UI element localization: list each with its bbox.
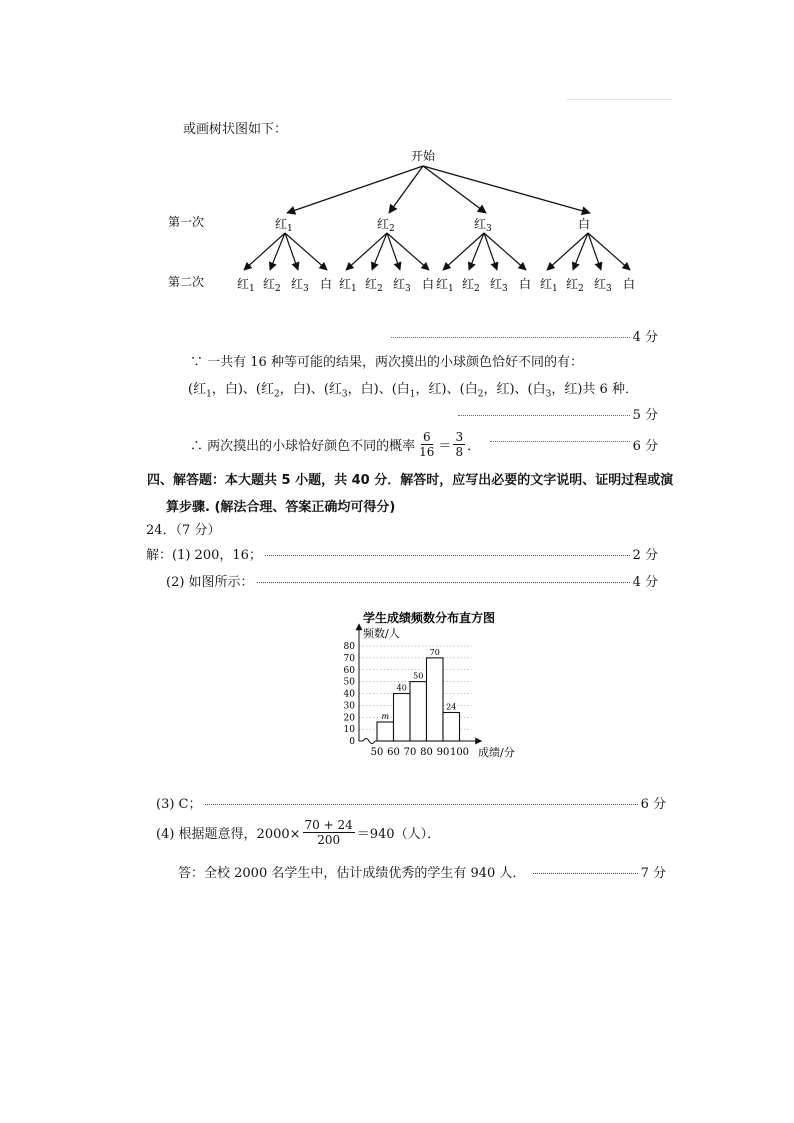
tree-leaf-branch <box>469 233 484 270</box>
chart-bar-label: 24 <box>446 702 457 712</box>
answer-1-line <box>146 544 658 563</box>
answer-3: (3) C； <box>156 797 202 812</box>
dot-leader <box>533 873 637 874</box>
score-line-4a <box>388 326 658 345</box>
chart-bar <box>427 658 444 741</box>
tree-leaf: 红$_3$ <box>393 277 411 294</box>
chart-y-tick-label: 80 <box>343 642 355 652</box>
histogram-chart <box>0 600 794 770</box>
tree-leaf: 红$_3$ <box>291 277 309 294</box>
outcome-item: (白$_2$，红) <box>459 382 515 400</box>
outcome-items: (红$_1$，白)、(红$_2$，白)、(红$_3$，白)、(白$_1$，红)、(白$_2$，红)、(白$_3$，红) <box>188 382 583 400</box>
chart-y-tick-label: 60 <box>343 665 355 676</box>
tree-node-first-2: 红$_2$ <box>377 217 395 234</box>
probability-text: ∴ 两次摸出的小球恰好颜色不同的概率 <box>190 439 416 454</box>
chart-y-tick-label: 20 <box>343 713 355 724</box>
tree-leaf-branch <box>443 233 484 270</box>
answer-5: 答：全校 2000 名学生中，估计成绩优秀的学生有 940 人． <box>178 866 526 881</box>
outcome-tail: 共 6 种． <box>582 382 638 397</box>
outcome-item: (白$_1$，红) <box>391 382 447 400</box>
answer-4-post: ＝940（人）． <box>356 827 441 842</box>
tree-node-first-1: 红$_1$ <box>275 217 293 234</box>
tree-leaf-branch <box>547 233 588 270</box>
chart-bar <box>394 694 411 742</box>
answer-1: 解：(1) 200，16； <box>146 548 262 563</box>
tree-leaf: 红$_1$ <box>540 277 558 294</box>
chart-x-tick-label: 60 <box>387 747 400 758</box>
section-title: 四、解答题：本大题共 5 小题，共 40 分．解答时，应写出必要的文字说明、证明过程或演 <box>147 473 674 488</box>
chart-bar-label: 40 <box>396 683 407 693</box>
score-4b: 4 分 <box>632 575 658 590</box>
chart-title: 学生成绩频数分布直方图 <box>362 611 496 625</box>
outcome-item: (红$_2$，白) <box>255 382 311 400</box>
tree-branch-1 <box>287 166 423 213</box>
tree-leaf-branch <box>573 233 588 270</box>
answer-2: (2) 如图所示： <box>166 575 254 590</box>
tree-branch-4 <box>423 166 590 213</box>
tree-leaf-branch <box>270 233 285 270</box>
answer-5-line <box>178 862 666 881</box>
dot-leader <box>391 337 630 338</box>
answer-4-pre: (4) 根据题意得，2000× <box>156 827 301 842</box>
score-6a: 6 分 <box>632 439 658 454</box>
intro-text: 或画树状图如下： <box>183 122 288 137</box>
reason-line-1: ∵ 一共有 16 种等可能的结果，两次摸出的小球颜色恰好不同的有： <box>190 355 583 370</box>
answer-4-line <box>156 818 440 847</box>
tree-leaf-branch <box>244 233 285 270</box>
outcome-item: (红$_3$，白) <box>323 382 379 400</box>
dot-leader <box>265 555 630 556</box>
chart-x-tick-label: 90 <box>436 747 450 758</box>
chart-y-tick-label: 10 <box>343 725 355 736</box>
score-5: 5 分 <box>632 408 658 423</box>
score-line-5 <box>455 404 658 423</box>
score-6b: 6 分 <box>640 797 666 812</box>
chart-bar-label: 70 <box>429 647 440 657</box>
tree-branch-2 <box>389 166 423 213</box>
chart-x-tick-label: 100 <box>449 747 470 758</box>
dot-leader <box>458 415 630 416</box>
chart-y-tick-label: 40 <box>343 689 355 700</box>
tree-leaf: 白 <box>320 277 333 291</box>
tree-node-first-3: 红$_3$ <box>474 217 492 234</box>
score-7: 7 分 <box>640 866 666 881</box>
tree-leaf: 红$_1$ <box>339 277 357 294</box>
score-4a: 4 分 <box>632 330 658 345</box>
tree-leaf: 红$_2$ <box>566 277 584 294</box>
chart-y-tick-label: 50 <box>343 677 355 688</box>
section-title-cont: 算步骤. (解法合理、答案正确均可得分) <box>166 500 396 515</box>
score-2: 2 分 <box>632 548 658 563</box>
tree-label-first: 第一次 <box>168 215 205 229</box>
chart-y-tick-label: 30 <box>343 701 355 712</box>
outcome-item: (白$_3$，红) <box>527 382 583 400</box>
tree-diagram <box>0 140 794 450</box>
tree-node-first-4: 白 <box>578 217 591 231</box>
tree-leaf: 红$_3$ <box>490 277 508 294</box>
tree-leaf: 白 <box>519 277 532 291</box>
chart-x-tick-label: 50 <box>370 747 384 758</box>
tree-leaf: 白 <box>422 277 435 291</box>
chart-bar-label: 50 <box>413 671 424 681</box>
dot-leader <box>257 582 630 583</box>
tree-root-start: 开始 <box>410 149 436 163</box>
tree-leaf: 红$_3$ <box>594 277 612 294</box>
chart-bar <box>377 722 394 741</box>
fraction-6-16: $\frac{6}{16}$ <box>419 430 435 459</box>
answer-2-line <box>166 571 658 590</box>
tree-leaf-branch <box>372 233 387 270</box>
tree-leaf: 红$_2$ <box>263 277 281 294</box>
chart-bar <box>443 713 460 742</box>
question-24: 24．（7 分） <box>146 523 221 538</box>
chart-x-tick-label: 70 <box>403 747 417 758</box>
probability-line: ∴ 两次摸出的小球恰好颜色不同的概率 $\frac{6}{16}$ ＝ $\frac{3}{8}$ ． 6 分 <box>190 430 658 459</box>
tree-leaf-branch <box>346 233 387 270</box>
header-rule <box>566 99 672 100</box>
chart-y-tick-label: 0 <box>349 737 355 747</box>
dot-leader <box>205 804 638 805</box>
tree-leaf: 红$_2$ <box>365 277 383 294</box>
answer-3-line <box>156 793 666 812</box>
tree-leaf: 白 <box>623 277 636 291</box>
chart-x-axis-label: 成绩/分 <box>478 746 515 759</box>
tree-leaf: 红$_1$ <box>436 277 454 294</box>
chart-bar <box>410 682 427 741</box>
outcome-list <box>188 378 638 400</box>
chart-y-tick-label: 70 <box>343 653 355 664</box>
fraction-94-200: $\frac{70 + 24}{200}$ <box>304 818 353 847</box>
tree-label-second: 第二次 <box>168 275 205 289</box>
tree-branch-3 <box>423 166 486 213</box>
outcome-item: (红$_1$，白) <box>188 382 243 400</box>
fraction-3-8: $\frac{3}{8}$ <box>455 430 464 459</box>
chart-bar-label: m <box>381 712 390 721</box>
tree-leaf: 红$_1$ <box>237 277 255 294</box>
tree-leaf: 红$_2$ <box>462 277 480 294</box>
chart-y-axis-label: 频数/人 <box>363 627 400 640</box>
chart-x-tick-label: 80 <box>420 747 433 758</box>
dot-leader <box>490 441 630 442</box>
